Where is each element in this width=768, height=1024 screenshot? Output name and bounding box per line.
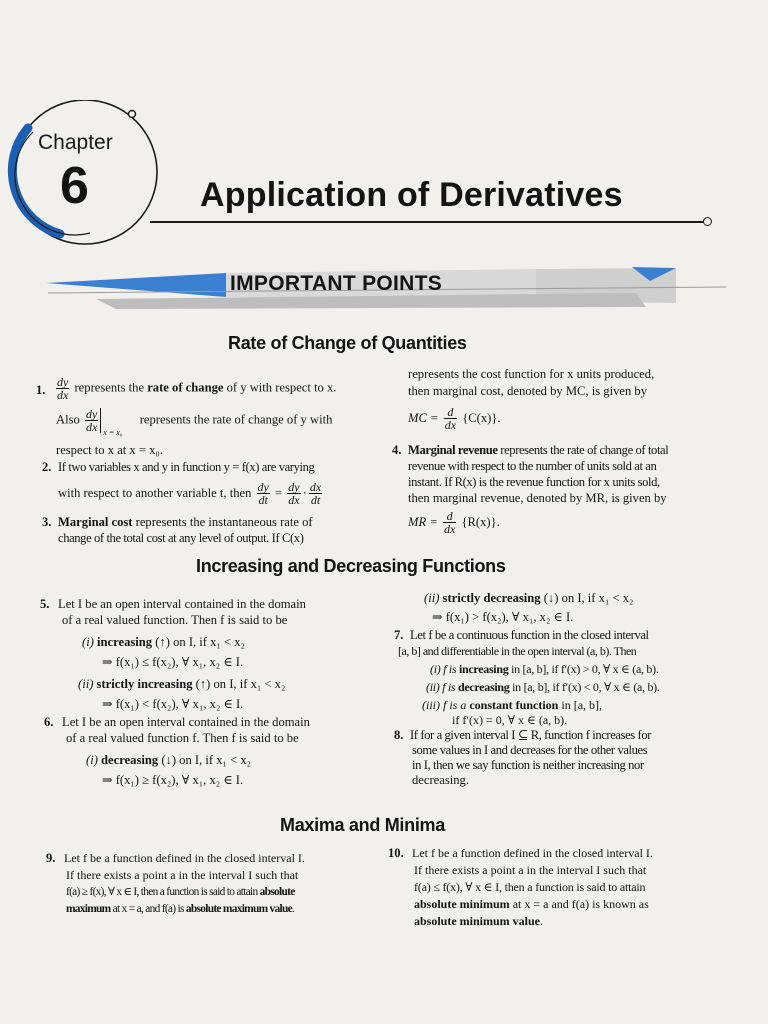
bold-term: decreasing (458, 680, 510, 694)
text: represents the (74, 380, 148, 395)
text: Let f be a function defined in the closed interval I. (412, 846, 653, 860)
formula-lhs: MC = (408, 411, 439, 425)
text: some values in I and decreases for the other values (412, 743, 648, 757)
dot-operator: · (302, 486, 307, 500)
frac-numerator: d (444, 406, 457, 419)
point-number: 3. (42, 515, 52, 529)
sub-label: (ii) (78, 677, 94, 691)
text: change of the total cost at any level of output. If C(x) (58, 531, 304, 545)
text: Also (56, 412, 80, 427)
bold-term: increasing (97, 635, 153, 649)
point-number: 6. (44, 715, 54, 729)
frac-numerator: dy (288, 480, 300, 494)
frac-numerator: dx (309, 480, 322, 494)
bold-term: absolute (259, 886, 295, 898)
text: (↓) on I, if x₁ < x₂ (540, 591, 634, 605)
frac-denominator: dx (57, 388, 69, 402)
bold-term: maximum (66, 903, 111, 915)
point-number: 8. (394, 728, 404, 742)
bold-term: Marginal revenue (408, 443, 498, 457)
text: (↑) on I, if x₁ < x₂ (192, 677, 286, 691)
text: If two variables x and y in function y = f(x) are varying (58, 460, 315, 474)
section-title-rate-of-change: Rate of Change of Quantities (228, 333, 467, 353)
text: (iii) f is a (422, 698, 470, 712)
bold-term: absolute minimum value (414, 914, 541, 928)
sub-label: (i) (82, 635, 94, 649)
chapter-badge (0, 100, 200, 250)
chapter-title: Application of Derivatives (200, 176, 623, 214)
text: If there exists a point a in the interval I such that (414, 863, 647, 877)
chapter-badge-graphic (0, 100, 200, 250)
text: if f′(x) = 0, ∀ x ∈ (a, b). (452, 713, 568, 727)
equals-sign: = (275, 486, 283, 500)
text: of y with respect to x. (223, 380, 337, 395)
bold-term: increasing (458, 662, 509, 676)
bold-term: absolute maximum value (185, 903, 292, 915)
text: in [a, b], if f′(x) < 0, ∀ x ∈ (a, b). (509, 680, 660, 694)
bold-term: decreasing (101, 753, 159, 767)
point-number: 10. (388, 846, 404, 860)
text: Let I be an open interval contained in the domain (58, 597, 306, 611)
text: then marginal cost, denoted by MC, is given by (408, 384, 648, 398)
text: of a real valued function f. Then f is said to be (66, 731, 299, 745)
text: Let I be an open interval contained in the domain (62, 715, 310, 729)
text: Let f be a continuous function in the closed interval (410, 628, 649, 642)
text: [a, b] and differentiable in the open interval (a, b). Then (398, 644, 637, 658)
text: (ii) f is (426, 680, 458, 694)
implication: ⇒ f(x₁) ≤ f(x₂), ∀ x₁, x₂ ∈ I. (102, 655, 244, 669)
text: represents the rate of change of y with (139, 412, 333, 427)
sub-label: (ii) (424, 591, 440, 605)
point-number: 2. (42, 460, 52, 474)
frac-denominator: dt (310, 493, 321, 507)
text: instant. If R(x) is the revenue function for x units sold, (408, 475, 660, 489)
text: (↓) on I, if x₁ < x₂ (158, 753, 252, 767)
implication: ⇒ f(x₁) ≥ f(x₂), ∀ x₁, x₂ ∈ I. (102, 773, 244, 787)
text: f(a) ≤ f(x), ∀ x ∈ I, then a function is said to attain (414, 880, 646, 894)
implication: ⇒ f(x₁) > f(x₂), ∀ x₁, x₂ ∈ I. (432, 610, 574, 624)
formula-lhs: MR = (408, 515, 438, 529)
text: then marginal revenue, denoted by MR, is given by (408, 491, 667, 505)
title-underline (150, 221, 706, 223)
point-number: 5. (40, 597, 50, 611)
text: represents the rate of change of total (497, 443, 669, 457)
bold-term: strictly decreasing (442, 591, 541, 605)
text: respect to x at x = x₀. (56, 443, 163, 457)
frac-numerator: dy (257, 480, 269, 494)
text: with respect to another variable t, then (58, 486, 252, 500)
point-number: 4. (392, 443, 402, 457)
text: If there exists a point a in the interval I such that (66, 868, 299, 882)
text: decreasing. (412, 773, 469, 787)
text: at x = a and f(a) is known as (509, 897, 649, 911)
text: in [a, b], if f′(x) > 0, ∀ x ∈ (a, b). (508, 662, 659, 676)
frac-numerator: dy (85, 407, 98, 421)
implication: ⇒ f(x₁) < f(x₂), ∀ x₁, x₂ ∈ I. (102, 697, 244, 711)
chapter-label: Chapter (38, 131, 113, 154)
text: (↑) on I, if x₁ < x₂ (152, 635, 245, 649)
formula-rhs: {R(x)}. (461, 515, 500, 529)
frac-numerator: d (443, 510, 456, 523)
text: f(a) ≥ f(x), ∀ x ∈ I, then a function is said to attain (66, 886, 260, 898)
frac-numerator: dy (57, 375, 69, 389)
text: Let f be a function defined in the closed interval I. (64, 851, 305, 865)
formula-rhs: {C(x)}. (462, 411, 501, 425)
point-number: 9. (46, 851, 56, 865)
bold-term: absolute minimum (414, 897, 510, 911)
text: (i) f is (430, 662, 459, 676)
bold-term: Marginal cost (58, 515, 133, 529)
banner-text: IMPORTANT POINTS (230, 272, 443, 295)
text: . (291, 903, 295, 915)
frac-denominator: dt (258, 493, 268, 507)
text: revenue with respect to the number of units sold at an (408, 459, 657, 473)
bold-term: constant function (469, 698, 559, 712)
text: represents the instantaneous rate of (132, 515, 313, 529)
bold-term: strictly increasing (96, 677, 193, 691)
frac-denominator: dx (288, 493, 300, 507)
bold-term: rate of change (147, 380, 224, 395)
text: . (540, 914, 544, 928)
text: at x = a, and f(a) is (110, 903, 186, 915)
chapter-number: 6 (60, 157, 89, 215)
sub-label: (i) (86, 753, 98, 767)
section-title-maxima-minima: Maxima and Minima (280, 815, 445, 835)
point-3-continued (408, 366, 728, 431)
frac-denominator: dx (444, 522, 456, 536)
text: in I, then we say function is neither increasing nor (412, 758, 644, 772)
text: of a real valued function. Then f is said to be (62, 613, 288, 627)
subscript: x = x₀ (103, 428, 123, 438)
text: in [a, b], (558, 698, 603, 712)
point-number: 1. (36, 383, 46, 397)
section-title-increasing-decreasing: Increasing and Decreasing Functions (196, 556, 506, 576)
frac-denominator: dx (444, 418, 457, 432)
text: represents the cost function for x units produced, (408, 367, 655, 381)
text: If for a given interval I ⊆ R, function f increases for (410, 728, 652, 742)
title-underline-end-dot (703, 217, 712, 226)
point-number: 7. (394, 628, 404, 642)
point-6-continued (424, 590, 724, 626)
frac-denominator: dx (85, 420, 98, 434)
